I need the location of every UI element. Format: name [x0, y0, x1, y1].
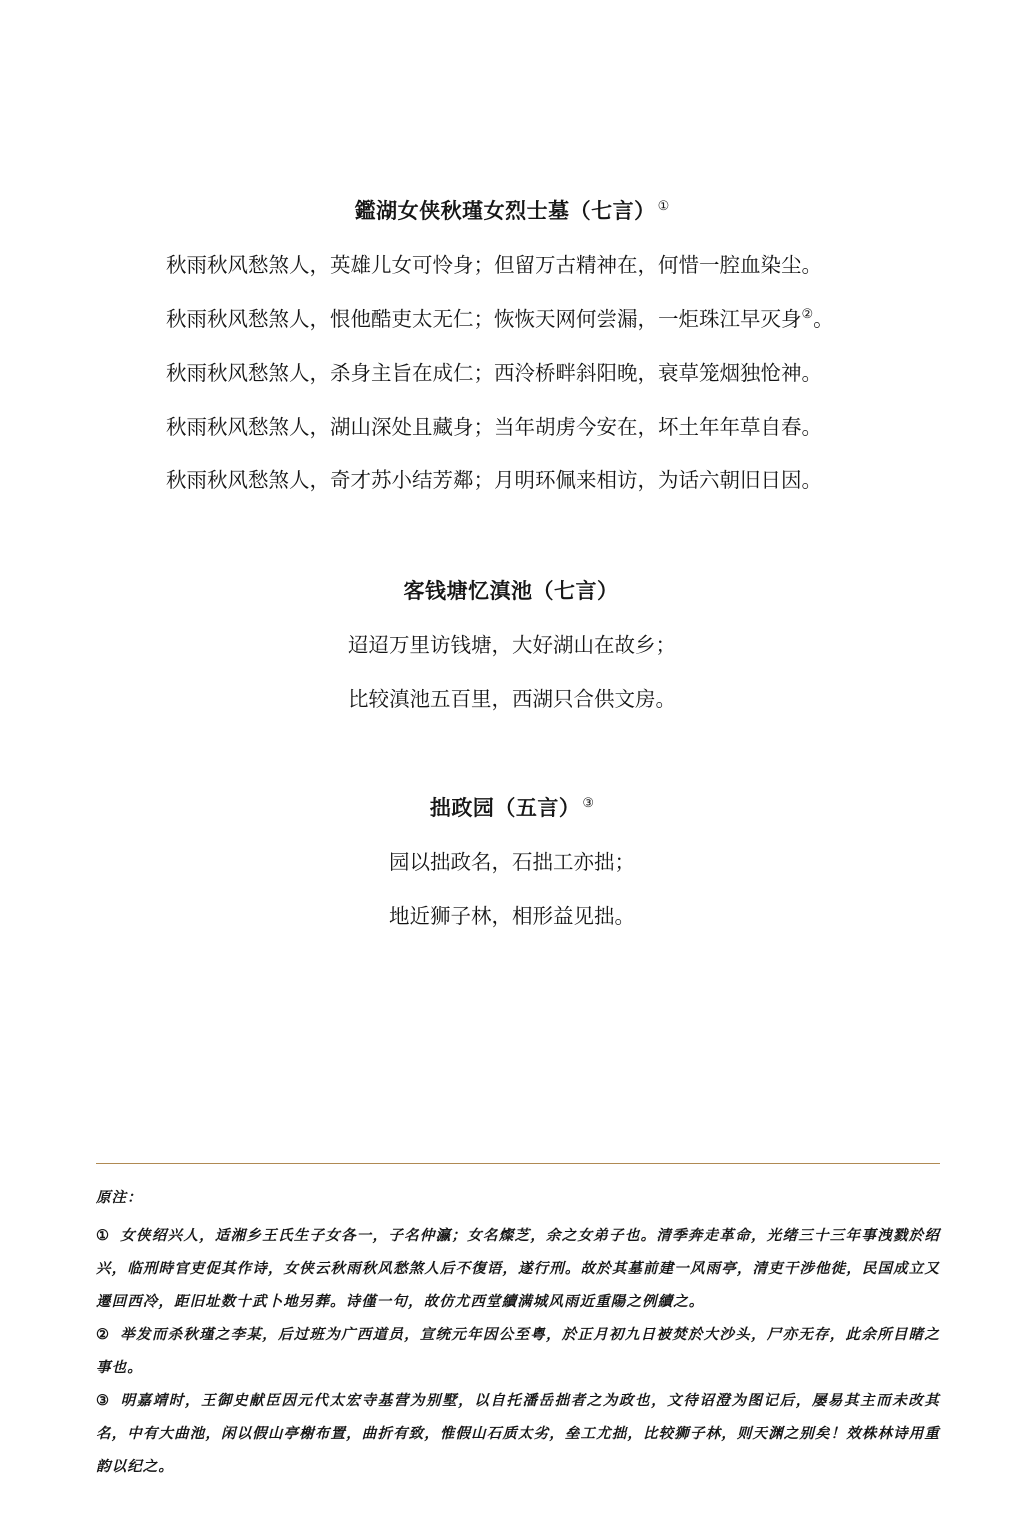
poem-line-footnote-marker: ② [801, 307, 814, 323]
poem-line [96, 848, 928, 878]
spacer [96, 878, 928, 902]
spacer [96, 822, 928, 848]
footnote-marker: ② [96, 1326, 111, 1344]
poem-line-text: 秋雨秋风愁煞人，杀身主旨在成仁；西泠桥畔斜阳晚，衰草笼烟独怆神。 [166, 360, 822, 385]
spacer [96, 661, 928, 685]
poem-line [166, 305, 928, 335]
footnote-item [96, 1219, 940, 1318]
footnote-text: 举发而杀秋瑾之李某，后过班为广西道员，宣统元年因公至粤，於正月初九日被焚於大沙头，尸亦无存，此余所目睹之事也。 [96, 1326, 940, 1377]
poem-title-3-footnote-marker: ③ [582, 795, 595, 811]
poem-title-2-text: 客钱塘忆滇池（七言） [403, 577, 619, 603]
poem-line-text: 迢迢万里访钱塘，大好湖山在故乡； [348, 633, 676, 658]
footnote-text: 明嘉靖时，王御史献臣因元代太宏寺基营为别墅，以自托潘岳拙者之为政也，文待诏澄为图记后，屡易其主而未改其名，中有大曲池，闲以假山亭榭布置，曲折有致，惟假山石质太劣，垒工尤拙，比较狮子林，则天渊之别矣！效株林诗用重韵以纪之。 [96, 1392, 940, 1476]
footnote-marker: ① [96, 1227, 111, 1244]
spacer [166, 281, 928, 305]
poem-block-3 [96, 793, 928, 932]
footnote-item [96, 1384, 940, 1483]
poem-line-text: 比较滇池五百里，西湖只合供文房。 [348, 687, 676, 712]
poem-line-text: 秋雨秋风愁煞人，恨他酷吏太无仁；恢恢天网何尝漏，一炬珠江早灭身 [166, 307, 802, 332]
poem-title-3-text: 拙政园（五言） [429, 794, 581, 820]
poem-line-text: 秋雨秋风愁煞人，奇才苏小结芳鄰；月明环佩来相访，为话六朝旧日因。 [166, 468, 822, 493]
poem-line [96, 631, 928, 661]
footnotes-section [96, 1163, 940, 1483]
spacer [166, 442, 928, 466]
poem-line-text: 地近狮子林，相形益见拙。 [389, 903, 635, 928]
top-spacer [96, 0, 928, 196]
spacer [96, 496, 928, 576]
footnote-separator-rule [96, 1163, 940, 1164]
poem-2-lines [96, 631, 928, 714]
poem-title-3 [96, 793, 928, 822]
poem-3-lines [96, 848, 928, 931]
poem-block-1 [96, 196, 928, 496]
poem-line-text: 秋雨秋风愁煞人，湖山深处且藏身；当年胡虏今安在，坏土年年草自春。 [166, 414, 822, 439]
spacer [166, 389, 928, 413]
poem-line [166, 413, 928, 443]
poem-line [96, 685, 928, 715]
poem-block-2 [96, 576, 928, 715]
poem-line [166, 251, 928, 281]
footnotes-heading: 原注： [96, 1189, 143, 1206]
poem-1-lines [96, 251, 928, 496]
spacer [96, 225, 928, 251]
spacer [166, 335, 928, 359]
poem-line-text: 秋雨秋风愁煞人，英雄儿女可怜身；但留万古精神在，何惜一腔血染尘。 [166, 253, 822, 278]
poem-line-text: 园以拙政名，石拙工亦拙； [389, 850, 635, 875]
footnote-marker: ③ [96, 1392, 111, 1410]
footnote-text: 女侠绍兴人，适湘乡王氏生子女各一，子名仲瀛；女名燦芝，余之女弟子也。清季奔走革命，光绪三十三年事洩戮於绍兴，临刑時官吏促其作诗，女侠云秋雨秋风愁煞人后不復语，遂行刑。故於其墓前建一风雨亭，清吏干涉他徙，民国成立又遷回西冷，距旧址数十武卜地另葬。诗僅一句，故仿尤西堂續满城风雨近重陽之例續之。 [96, 1227, 940, 1311]
spacer [96, 715, 928, 793]
poem-line-tail: 。 [813, 307, 834, 332]
spacer [96, 605, 928, 631]
poem-title-2 [96, 576, 928, 605]
poem-title-1-text: 鑑湖女侠秋瑾女烈士墓（七言） [354, 198, 656, 223]
poem-line [96, 902, 928, 932]
poem-title-1-footnote-marker: ① [657, 199, 670, 214]
poem-title-1 [96, 196, 928, 225]
poem-line [166, 466, 928, 496]
footnote-item [96, 1318, 940, 1384]
poem-line [166, 359, 928, 389]
